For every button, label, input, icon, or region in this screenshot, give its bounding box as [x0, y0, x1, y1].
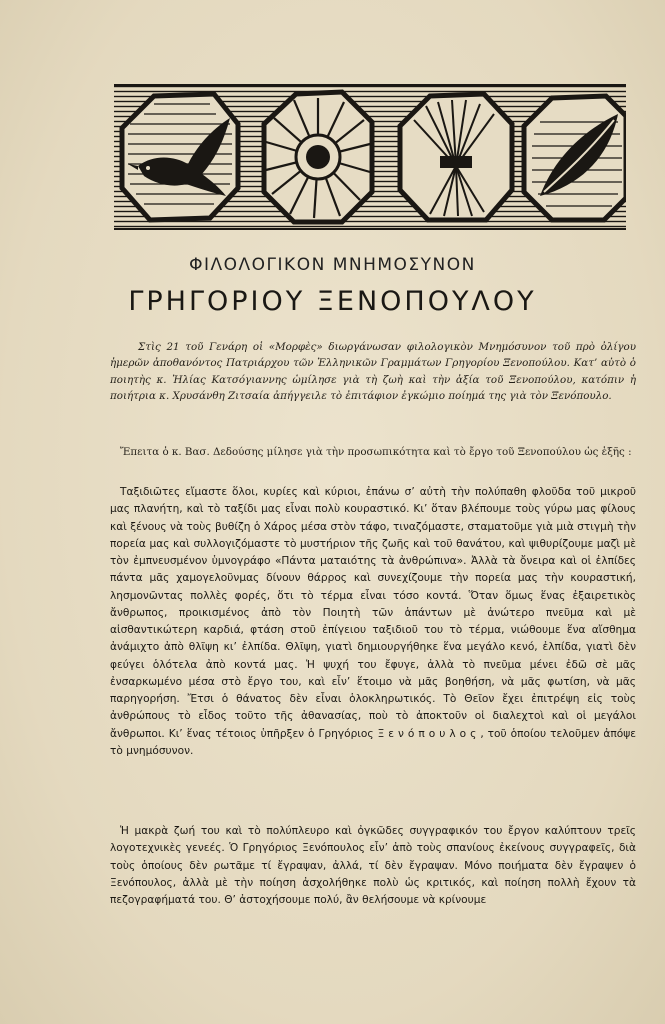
speech-text-end: , τοῦ ὁποίου τελοῦμεν ἀπόψε τὸ μνημόσυνον. [110, 727, 636, 757]
section-kicker: ΦΙΛΟΛΟΓΙΚΟΝ ΜΝΗΜΟΣΥΝΟΝ [189, 255, 476, 275]
intro-paragraph: Στὶς 21 τοῦ Γενάρη οἱ «Μορφὲς» διωργάνωσαν φιλολογικὸν Μνημόσυνον τοῦ πρὸ ὀλίγου ἡμερῶν ἀποθανόντος Πατριάρχου τῶν Ἑλληνικῶν Γραμμάτων Γρηγορίου Ξενοπούλου. Κατ’ αὐτὸ ὁ ποιητὴς κ. Ἠλίας Κατσόγιαννης ὡμίλησε γιὰ τὴ ζωὴ καὶ τὴν ἀξία τοῦ Ξενοπούλου, κατόπιν ἡ ποιήτρια κ. Χρυσάνθη Ζιτσαία ἀπήγγειλε τὸ ἐπιτάφιον ἐγκώμιο ποίημά της γιὰ τὸν Ξενόπουλο. [110, 341, 636, 403]
leaf-icon [524, 96, 626, 220]
woodcut-ornament [114, 84, 626, 230]
speech-paragraph-2: Ἡ μακρὰ ζωή του καὶ τὸ πολύπλευρο καὶ ὀγκῶδες συγγραφικόν του ἔργον καλύπτουν τρεῖς λογοτεχνικὲς γενεές. Ὁ Γρηγόριος Ξενόπουλος εἶν’ ἀπὸ τοὺς σπανίους ἐκείνους συγγραφεῖς, διὰ τοὺς ὁποίους δὲν ρωτᾶμε τί ἔγραψαν, ἀλλά, τί δὲν ἔγραψαν. Μόνο ποιήματα δὲν ἔγραψεν ὁ Ξενόπουλος, ἀλλὰ μὲ τὴν ποίηση ἀσχολήθηκε πολὺ ὡς κριτικός, καὶ ποίηση πολλὴ ἔχουν τὰ πεζογραφήματά του. Θ’ ἀστοχήσουμε πολύ, ἂν θελήσουμε νὰ κρίνουμε [110, 825, 636, 906]
intro-paragraph-2: Ἔπειτα ὁ κ. Βασ. Δεδούσης μίλησε γιὰ τὴν προσωπικότητα καὶ τὸ ἔργο τοῦ Ξενοπούλου ὡς ἑξῆς : [120, 446, 632, 458]
author-name-spaced: Ξενόπουλος [377, 727, 481, 740]
speech-paragraph [110, 484, 636, 760]
page-title: ΓΡΗΓΟΡΙΟΥ ΞΕΝΟΠΟΥΛΟΥ [128, 286, 537, 317]
speech-text: Ταξιδιῶτες εἴμαστε ὅλοι, κυρίες καὶ κύριοι, ἐπάνω σ’ αὐτὴ τὴν πολύπαθη φλοῦδα τοῦ μικροῦ μας πλανήτη, καὶ τὸ ταξίδι μας εἶναι πολὺ κουραστικό. Κι’ ὅταν βλέπουμε τοὺς γύρω μας φίλους καὶ ξένους νὰ τοὺς βυθίζη ὁ Χάρος μέσα στὸν τάφο, τιναζόμαστε, σταματοῦμε γιὰ μιὰ στιγμὴ τὴν πορεία μας καὶ συλλογιζόμαστε τὸ μυστήριον τῆς ζωῆς καὶ τοῦ θανάτου, καὶ ψιθυρίζουμε μαζὶ μὲ τὸν ἐμπνευσμένον ὑμνογράφο «Πάντα ματαιότης τὰ ἀνθρώπινα». Ἀλλὰ τὰ ὄνειρα καὶ οἱ ἐλπίδες πάντα μᾶς χαμογελοῦνμας δίνουν θάρρος καὶ συνεχίζουμε τὴν πορεία μας τὴν κουραστική, λησμονῶντας πολλὲς φορές, ὅτι τὸ τέρμα εἶναι τόσο κοντά. Ὅταν ὅμως ἕνας ἐξαιρετικὸς ἄνθρωπος, προικισμένος ἀπὸ τὸν Ποιητὴ τῶν ἁπάντων μὲ ἀνώτερο πνεῦμα καὶ μὲ αἰσθαντικώτερη καρδιά, φτάση στοῦ ἐπίγειου ταξιδιοῦ του τὸ τέρμα, νιώθουμε ἕνα αἴσθημα ἀνάμιχτο ἀπὸ θλῖψη κι’ ἐλπίδα. Θλῖψη, γιατὶ δημιουργήθηκε ἕνα μεγάλο κενό, ἐλπίδα, γιατὶ δὲν φεύγει ὁλότελα ἀπὸ κοντά μας. Ἡ ψυχή του ἔφυγε, ἀλλὰ τὸ πνεῦμα μένει ἐδῶ σὲ μᾶς ἐνσαρκωμένο μέσα στὸ ἔργο του, καὶ εἶν’ ἕτοιμο νὰ μᾶς βοηθήση, νὰ μᾶς φωτίση, νὰ μᾶς παρηγορήση. Ἔτσι ὁ θάνατος δὲν εἶναι ὁλοκληρωτικός. Τὸ Θεῖον ἔχει ἐπιτρέψη εἰς τοὺς ἀνθρώπους τὸ εἶδος τοῦτο τῆς ἀθανασίας, ποὺ τὸ ἀποκτοῦν οἱ διαλεχτοὶ καὶ οἱ μεγάλοι ἄνθρωποι. Κι’ ἕνας τέτοιος ὑπῆρξεν ὁ Γρηγόριος [110, 486, 636, 740]
wheat-sheaf-icon [400, 94, 512, 220]
sun-icon [264, 92, 372, 222]
bird-icon [122, 94, 238, 220]
